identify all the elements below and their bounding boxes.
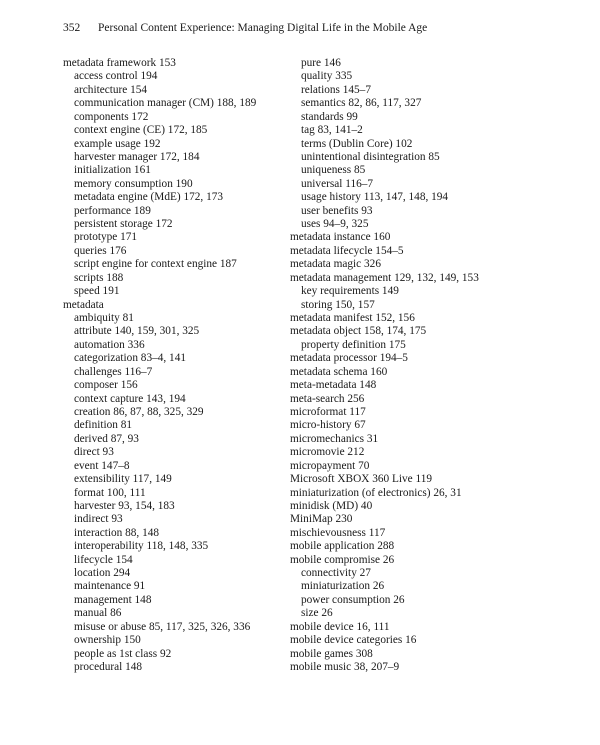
index-subentry: terms (Dublin Core) 102 — [301, 137, 413, 150]
index-subentry: connectivity 27 — [301, 567, 371, 580]
page-number: 352 — [63, 22, 81, 34]
index-entry: metadata magic 326 — [290, 258, 381, 271]
index-subentry: universal 116–7 — [301, 177, 374, 190]
index-entry: micromechanics 31 — [290, 432, 379, 445]
index-subentry: uniqueness 85 — [301, 164, 366, 177]
index-subentry: quality 335 — [301, 70, 353, 83]
index-subentry: harvester manager 172, 184 — [74, 150, 200, 163]
index-subentry: categorization 83–4, 141 — [74, 352, 186, 365]
index-subentry: definition 81 — [74, 419, 133, 432]
index-subentry: components 172 — [74, 110, 149, 123]
index-entry: metadata — [63, 298, 104, 311]
index-subentry: performance 189 — [74, 204, 151, 217]
index-entry: metadata lifecycle 154–5 — [290, 244, 404, 257]
index-subentry: interoperability 118, 148, 335 — [74, 540, 209, 553]
index-subentry: interaction 88, 148 — [74, 526, 160, 539]
index-entry: miniaturization (of electronics) 26, 31 — [290, 486, 462, 499]
index-subentry: attribute 140, 159, 301, 325 — [74, 325, 200, 338]
index-subentry: context capture 143, 194 — [74, 392, 186, 405]
index-subentry: communication manager (CM) 188, 189 — [74, 97, 257, 110]
index-subentry: challenges 116–7 — [74, 365, 153, 378]
index-subentry: architecture 154 — [74, 83, 148, 96]
index-subentry: indirect 93 — [74, 513, 123, 526]
index-subentry: location 294 — [74, 567, 131, 580]
index-subentry: initialization 161 — [74, 164, 151, 177]
index-entry: mischievousness 117 — [290, 526, 386, 539]
index-column-right — [290, 57, 530, 674]
index-subentry: access control 194 — [74, 70, 158, 83]
index-entry: metadata object 158, 174, 175 — [290, 325, 427, 338]
index-subentry: harvester 93, 154, 183 — [74, 499, 175, 512]
index-subentry: event 147–8 — [74, 459, 130, 472]
index-entry: mobile games 308 — [290, 647, 373, 660]
index-subentry: maintenance 91 — [74, 580, 146, 593]
page-header — [63, 22, 427, 34]
index-subentry: property definition 175 — [301, 338, 406, 351]
index-entry: metadata framework 153 — [63, 57, 176, 69]
index-subentry: tag 83, 141–2 — [301, 124, 363, 137]
index-subentry: ambiquity 81 — [74, 312, 134, 325]
index-subentry: lifecycle 154 — [74, 553, 133, 566]
index-subentry: semantics 82, 86, 117, 327 — [301, 97, 422, 110]
index-entry: minidisk (MD) 40 — [290, 499, 373, 512]
index-entry: MiniMap 230 — [290, 513, 353, 526]
index-subentry: speed 191 — [74, 285, 120, 298]
index-subentry: direct 93 — [74, 446, 114, 459]
index-subentry: automation 336 — [74, 338, 145, 351]
index-subentry: power consumption 26 — [301, 593, 405, 606]
index-entry: mobile device categories 16 — [290, 634, 417, 647]
index-entry: meta-metadata 148 — [290, 379, 377, 392]
index-subentry: script engine for context engine 187 — [74, 258, 237, 271]
index-subentry: relations 145–7 — [301, 83, 371, 96]
index-subentry: standards 99 — [301, 110, 358, 123]
index-entry: metadata instance 160 — [290, 231, 391, 244]
index-subentry: queries 176 — [74, 244, 127, 257]
index-subentry: derived 87, 93 — [74, 432, 139, 445]
index-entry: micro-history 67 — [290, 419, 366, 432]
index-subentry: memory consumption 190 — [74, 177, 193, 190]
index-subentry: context engine (CE) 172, 185 — [74, 124, 208, 137]
index-subentry: people as 1st class 92 — [74, 647, 172, 660]
index-subentry: size 26 — [301, 607, 333, 620]
index-entry: microformat 117 — [290, 405, 366, 418]
index-subentry: persistent storage 172 — [74, 218, 173, 231]
index-subentry: example usage 192 — [74, 137, 161, 150]
index-entry: Microsoft XBOX 360 Live 119 — [290, 473, 433, 486]
index-subentry: storing 150, 157 — [301, 298, 375, 311]
index-entry: mobile music 38, 207–9 — [290, 660, 400, 673]
index-entry: meta-search 256 — [290, 392, 365, 405]
index-subentry: extensibility 117, 149 — [74, 473, 172, 486]
index-subentry: metadata engine (MdE) 172, 173 — [74, 191, 224, 204]
index-entry: metadata manifest 152, 156 — [290, 312, 415, 325]
index-subentry: procedural 148 — [74, 660, 143, 673]
index-subentry: key requirements 149 — [301, 285, 399, 298]
index-subentry: prototype 171 — [74, 231, 138, 244]
index-subentry: format 100, 111 — [74, 486, 146, 499]
index-subentry: composer 156 — [74, 379, 138, 392]
index-subentry: scripts 188 — [74, 271, 124, 284]
index-subentry: ownership 150 — [74, 634, 141, 647]
index-subentry: uses 94–9, 325 — [301, 218, 369, 231]
index-subentry: usage history 113, 147, 148, 194 — [301, 191, 449, 204]
index-entry: metadata management 129, 132, 149, 153 — [290, 271, 479, 284]
running-title: Personal Content Experience: Managing Digital Life in the Mobile Age — [98, 22, 428, 34]
index-entry: metadata processor 194–5 — [290, 352, 408, 365]
index-entry: mobile compromise 26 — [290, 553, 395, 566]
index-subentry: user benefits 93 — [301, 204, 373, 217]
index-entry: metadata schema 160 — [290, 365, 388, 378]
index-subentry: manual 86 — [74, 607, 122, 620]
index-column-left — [63, 57, 288, 674]
index-entry: mobile device 16, 111 — [290, 620, 390, 633]
index-entry: mobile application 288 — [290, 540, 395, 553]
index-subentry: management 148 — [74, 593, 152, 606]
index-entry: micromovie 212 — [290, 446, 365, 459]
index-subentry: unintentional disintegration 85 — [301, 150, 440, 163]
index-subentry: misuse or abuse 85, 117, 325, 326, 336 — [74, 620, 251, 633]
index-subentry: creation 86, 87, 88, 325, 329 — [74, 405, 204, 418]
index-entry: micropayment 70 — [290, 459, 370, 472]
index-subentry: miniaturization 26 — [301, 580, 385, 593]
index-subentry: pure 146 — [301, 57, 341, 69]
